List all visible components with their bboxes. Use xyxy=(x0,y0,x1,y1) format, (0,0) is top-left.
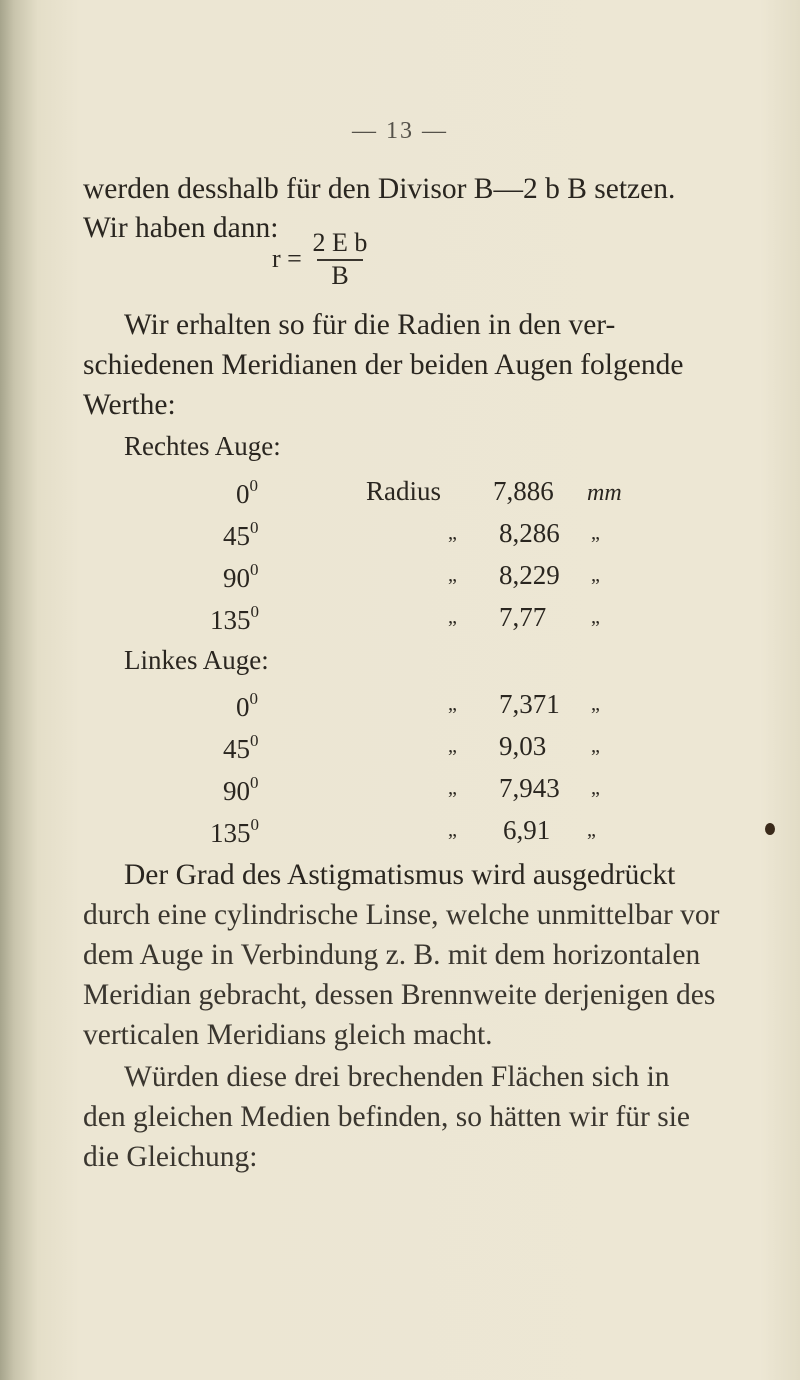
right-eye-heading: Rechtes Auge: xyxy=(124,431,281,461)
ditto-mark: „ xyxy=(591,564,600,586)
ditto-mark: „ xyxy=(591,735,600,757)
text-line: dem Auge in Verbindung z. B. mit dem horizontalen xyxy=(83,939,701,971)
left-eye-value: 7,371 xyxy=(499,689,560,719)
text-line: Würden diese drei brechenden Flächen sich in xyxy=(124,1061,670,1093)
ditto-mark: „ xyxy=(448,777,457,799)
right-eye-value: 8,286 xyxy=(499,518,560,548)
ditto-mark: „ xyxy=(448,564,457,586)
ditto-mark: „ xyxy=(591,606,600,628)
right-eye-angle: $135^0$ xyxy=(210,602,259,635)
ditto-mark: „ xyxy=(591,693,600,715)
text-line: die Gleichung: xyxy=(83,1141,258,1173)
text-line: durch eine cylindrische Linse, welche unmittelbar vor xyxy=(83,899,720,931)
page-number: — 13 — xyxy=(352,118,448,144)
ditto-mark: „ xyxy=(448,735,457,757)
right-eye-value: 7,886 xyxy=(493,476,554,506)
text-line: den gleichen Medien befinden, so hätten wir für sie xyxy=(83,1101,691,1133)
left-eye-heading: Linkes Auge: xyxy=(124,645,269,675)
formula-numerator: 2 E b xyxy=(312,228,368,257)
ditto-mark: „ xyxy=(448,606,457,628)
left-eye-value: 9,03 xyxy=(499,731,547,761)
left-eye-value: 6,91 xyxy=(503,815,551,845)
right-eye-angle: $0^0$ xyxy=(236,476,258,509)
text-line: Der Grad des Astigmatismus wird ausgedrückt xyxy=(124,859,676,891)
right-eye-angle: $45^0$ xyxy=(223,518,259,551)
ditto-mark: „ xyxy=(591,522,600,544)
unit-label: mm xyxy=(587,480,622,506)
ditto-mark: „ xyxy=(448,819,457,841)
left-eye-angle: $0^0$ xyxy=(236,689,258,722)
text-line: Werthe: xyxy=(83,389,176,421)
formula-denominator: B xyxy=(331,261,349,290)
left-eye-angle: $135^0$ xyxy=(210,815,259,848)
text-line: Wir haben dann: xyxy=(83,212,279,244)
ditto-mark: „ xyxy=(587,819,596,841)
right-eye-angle: $90^0$ xyxy=(223,560,259,593)
radius-label: Radius xyxy=(366,476,442,506)
text-line: Wir erhalten so für die Radien in den ver- xyxy=(124,309,616,341)
left-eye-value: 7,943 xyxy=(499,773,560,803)
ditto-mark: „ xyxy=(448,522,457,544)
ditto-mark: „ xyxy=(448,693,457,715)
left-eye-angle: $45^0$ xyxy=(223,731,259,764)
ditto-mark: „ xyxy=(591,777,600,799)
right-eye-value: 8,229 xyxy=(499,560,560,590)
text-line: werden desshalb für den Divisor B—2 b B setzen. xyxy=(83,173,676,205)
formula-lhs: r = xyxy=(272,244,302,273)
ink-spot xyxy=(765,823,775,835)
text-line: verticalen Meridians gleich macht. xyxy=(83,1019,493,1051)
right-eye-value: 7,77 xyxy=(499,602,547,632)
text-line: Meridian gebracht, dessen Brennweite derjenigen des xyxy=(83,979,716,1011)
left-eye-angle: $90^0$ xyxy=(223,773,259,806)
text-line: schiedenen Meridianen der beiden Augen folgende xyxy=(83,349,684,381)
